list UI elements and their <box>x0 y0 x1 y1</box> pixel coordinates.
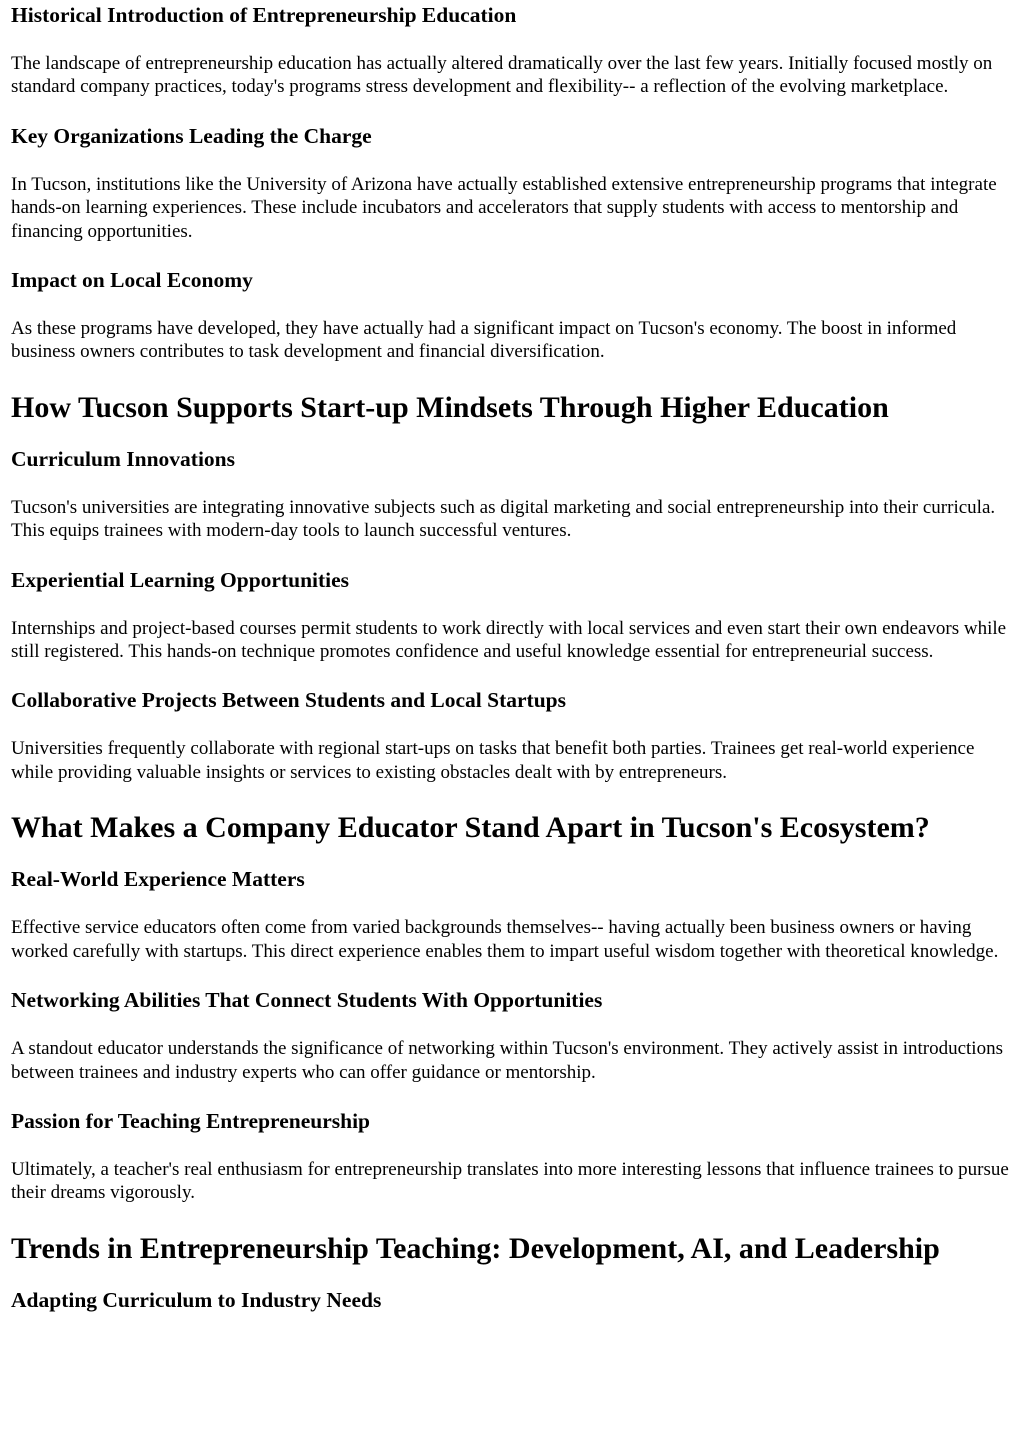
chapter-title: What Makes a Company Educator Stand Apart in Tucson's Ecosystem? <box>11 811 930 845</box>
section-heading: Networking Abilities That Connect Students With Opportunities <box>11 988 603 1013</box>
section-heading: Passion for Teaching Entrepreneurship <box>11 1108 371 1133</box>
section-heading: Adapting Curriculum to Industry Needs <box>11 1287 382 1312</box>
section-heading: Collaborative Projects Between Students and Local Startups <box>11 688 567 713</box>
section-paragraph: As these programs have developed, they have actually had a significant impact on Tucson's economy. The boost in informed business owners contributes to task development and financial diversification. <box>11 318 957 363</box>
section-paragraph: Internships and project-based courses permit students to work directly with local services and even start their own endeavors while still registered. This hands-on technique promotes confidence and useful knowledge essential for entrepreneurial success. <box>11 617 1007 663</box>
chapter-title: Trends in Entrepreneurship Teaching: Development, AI, and Leadership <box>11 1231 940 1265</box>
article <box>0 2 1024 1313</box>
section-paragraph: A standout educator understands the significance of networking within Tucson's environment. They actively assist in introductions between trainees and industry experts who can offer guidance or mentorship. <box>11 1038 1003 1083</box>
section-paragraph: Universities frequently collaborate with regional start-ups on tasks that benefit both parties. Trainees get real-world experience while providing valuable insights or services to existing obstacles dealt with by entrepreneurs. <box>11 738 975 783</box>
section-paragraph: Effective service educators often come from varied backgrounds themselves-- having actually been business owners or having worked carefully with startups. This direct experience enables them to impart useful wisdom together with theoretical knowledge. <box>11 917 999 962</box>
section-paragraph: The landscape of entrepreneurship education has actually altered dramatically over the last few years. Initially focused mostly on standard company practices, today's programs stress development and flexibility-- a reflection of the evolving marketplace. <box>11 53 993 98</box>
section-heading: Key Organizations Leading the Charge <box>11 123 372 148</box>
section-heading: Experiential Learning Opportunities <box>11 567 350 592</box>
section-heading: Curriculum Innovations <box>11 446 235 471</box>
section-heading: Impact on Local Economy <box>11 268 253 293</box>
section-paragraph: In Tucson, institutions like the University of Arizona have actually established extensive entrepreneurship programs that integrate hands-on learning experiences. These include incubators and accelerators that supply students with access to mentorship and financing opportunities. <box>11 173 997 242</box>
section-paragraph: Ultimately, a teacher's real enthusiasm for entrepreneurship translates into more interesting lessons that influence trainees to pursue their dreams vigorously. <box>11 1158 1009 1204</box>
chapter-title: How Tucson Supports Start-up Mindsets Through Higher Education <box>11 390 889 424</box>
section-heading: Historical Introduction of Entrepreneurship Education <box>11 3 517 27</box>
section-paragraph: Tucson's universities are integrating innovative subjects such as digital marketing and social entrepreneurship into their curricula. This equips trainees with modern-day tools to launch successful ventures. <box>11 496 996 542</box>
section-heading: Real-World Experience Matters <box>11 867 305 892</box>
